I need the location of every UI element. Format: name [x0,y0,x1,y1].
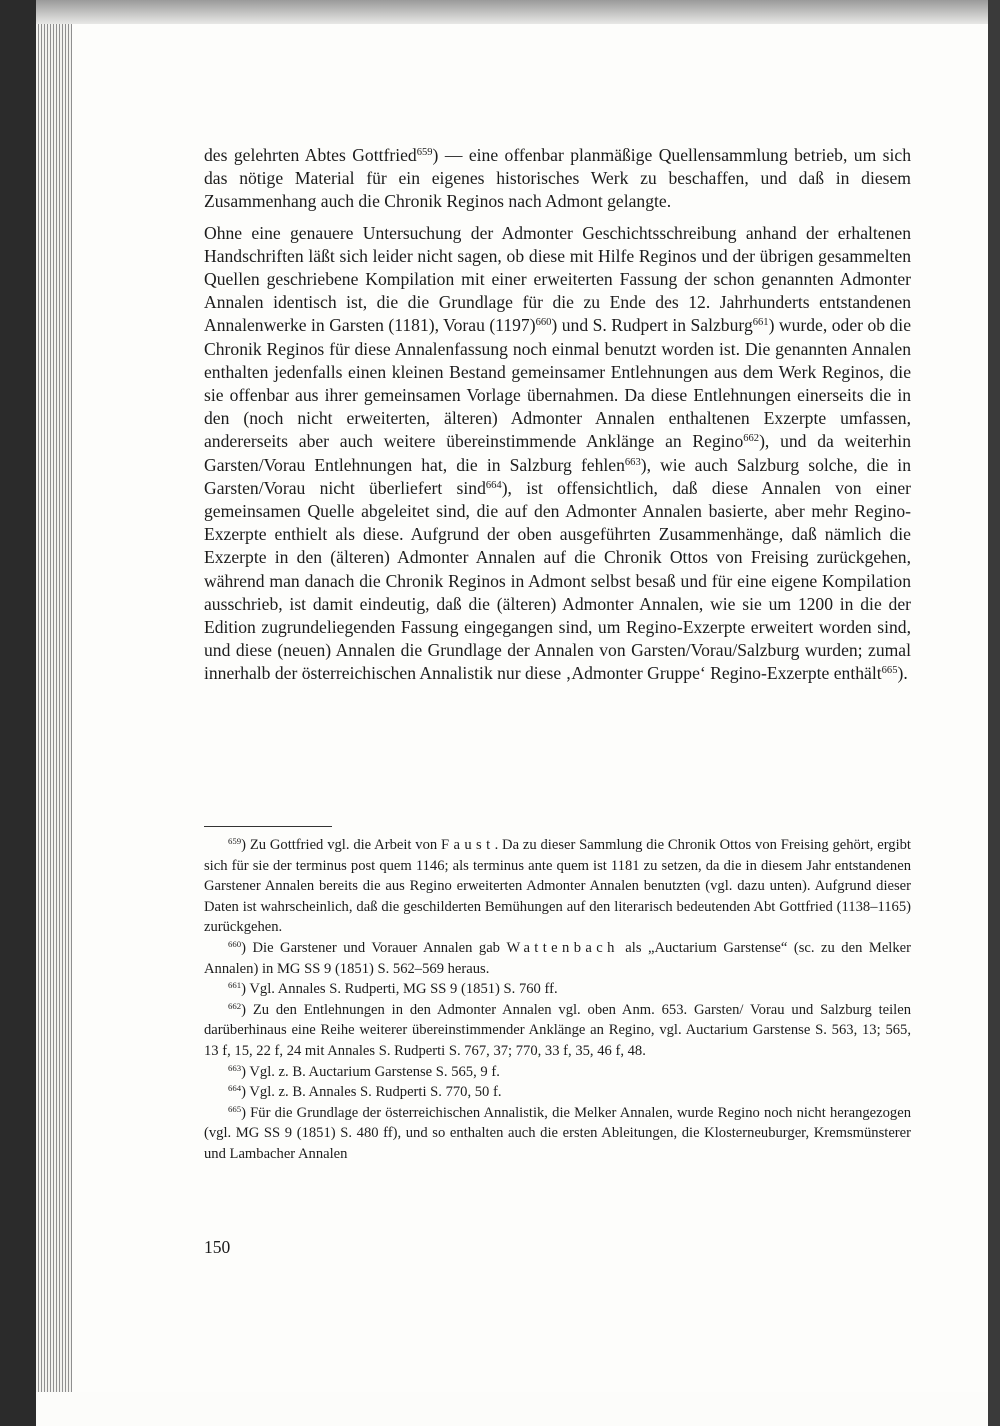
footnotes [204,835,911,1165]
footnote-659: $^{659}$) Zu Gottfried vgl. die Arbeit von Faust. Da zu dieser Sammlung die Chronik Ottos von Freising gehört, ergibt sich für sie der terminus post quem 1146; als terminus ante quem ist 1181 zu setzen, da die in diesem Jahr entstandenen Garstener Annalen bereits die aus Regino erweiterten Admonter Annalen benutzten (vgl. dazu unten). Aufgrund dieser Daten ist wahrscheinlich, daß die geschilderten Bemühungen auf den literarisch bedeutenden Abt Gottfried (1138–1165) zurückgehen. [204,836,911,936]
footnote-ref: 664 [485,480,502,492]
footnote-divider [204,826,332,827]
footnote-ref: 660 [535,317,552,329]
main-text [204,144,911,686]
scan-right-edge [988,0,1000,1426]
scan-top-edge [36,0,988,24]
footnote-664: $^{664}$) Vgl. z. B. Annales S. Rudperti S. 770, 50 f. [228,1083,502,1101]
footnote-ref: 663 [624,456,641,468]
footnote-661: $^{661}$) Vgl. Annales S. Rudperti, MG SS 9 (1851) S. 760 ff. [228,980,558,998]
footnote-663: $^{663}$) Vgl. z. B. Auctarium Garstense S. 565, 9 f. [228,1062,500,1080]
book-page-stack [36,22,72,1392]
footnote-ref: 661 [752,317,769,329]
paragraph-2: Ohne eine genauere Untersuchung der Admonter Geschichtsschreibung anhand der erhaltenen Handschriften läßt sich leider nicht sagen, ob diese mit Hilfe Reginos und der übrigen gesammelten Quellen geschriebene Kompilation mit einer erweiterten Fassung der schon genannten Admonter Annalen identisch ist, die die Grundlage für die zu Ende des 12. Jahrhunderts entstandenen Annalenwerke in Garsten (1181), Vorau $(1197)^{660}$) und S. Rudpert in Salzburg$^{661}$) wurde, oder ob die Chronik Reginos für diese Annalenfassung noch einmal benutzt worden ist. Die genannten Annalen enthalten jedenfalls einen kleinen Bestand gemeinsamer Entlehnungen aus dem Werk Reginos, die sie offenbar aus ihrer gemeinsamen Vorlage übernahmen. Da diese Entlehnungen einerseits die in den (noch nicht erweiterten, älteren) Admonter Annalen enthaltenen Exzerpte umfassen, andererseits aber auch weitere übereinstimmende Anklänge an Regino$^{662}$), und da weiterhin Garsten/Vorau Entlehnungen hat, die in Salzburg fehlen$^{663}$), wie auch Salzburg solche, die in Garsten/Vorau nicht überliefert sind$^{664}$), ist offensichtlich, daß diese Annalen von einer gemeinsamen Quelle abgeleitet sind, die auf den Admonter Annalen basierte, aber mehr Regino-Exzerpte enthielt als diese. Aufgrund der oben ausgeführten Zusammenhänge, daß nämlich die Exzerpte in den (älteren) Admonter Annalen auf die Chronik Ottos von Freising zurückgehen, während man danach die Chronik Reginos in Admont selbst besaß und für eine eigene Kompilation ausschrieb, ist damit eindeutig, daß die (älteren) Admonter Annalen, wie sie um 1200 in die der Edition zugrundeliegenden Fassung eingegangen sind, um Regino-Exzerpte erweitert worden sind, und diese (neuen) Annalen die Grundlage der Annalen von Garsten/Vorau/Salzburg wurden; zumal innerhalb der österreichischen Annalistik nur diese ‚Admonter Gruppe‘ Regino-Exzerpte enthält$^{665}$). [204,222,912,684]
scan-left-edge [0,0,36,1426]
footnote-ref: 659 [416,147,433,159]
page-number: 150 [204,1237,231,1257]
footnote-660: $^{660}$) Die Garstener und Vorauer Annalen gab Wattenbach als „Auctarium Garstense“ (sc. zu den Melker Annalen) in MG SS 9 (1851) S. 562–569 heraus. [204,939,911,977]
footnote-ref: 662 [743,433,760,445]
paragraph-1: des gelehrten Abtes Gottfried$^{659}$) — eine offenbar planmäßige Quellensammlung betrieb, um sich das nötige Material für ein eigenes historisches Werk zu beschaffen, und daß in diesem Zusammenhang auch die Chronik Reginos nach Admont gelangte. [204,145,912,212]
footnote-665: $^{665}$) Für die Grundlage der österreichischen Annalistik, die Melker Annalen, wurde Regino noch nicht herangezogen (vgl. MG SS 9 (1851) S. 480 ff), und so enthalten auch die ersten Ableitungen, die Klosterneuburger, Kremsmünsterer und Lambacher Annalen [204,1103,911,1162]
footnote-662: $^{662}$) Zu den Entlehnungen in den Admonter Annalen vgl. oben Anm. 653. Garsten/ Vorau und Salzburg teilen darüberhinaus eine Reihe weiterer übereinstimmender Anklänge an Regino, vgl. Auctarium Garstense S. 563, 13; 565, 13 f, 15, 22 f, 24 mit Annales S. Rudperti S. 767, 37; 770, 33 f, 35, 46 f, 48. [204,1000,911,1059]
footnote-ref: 665 [881,665,898,677]
